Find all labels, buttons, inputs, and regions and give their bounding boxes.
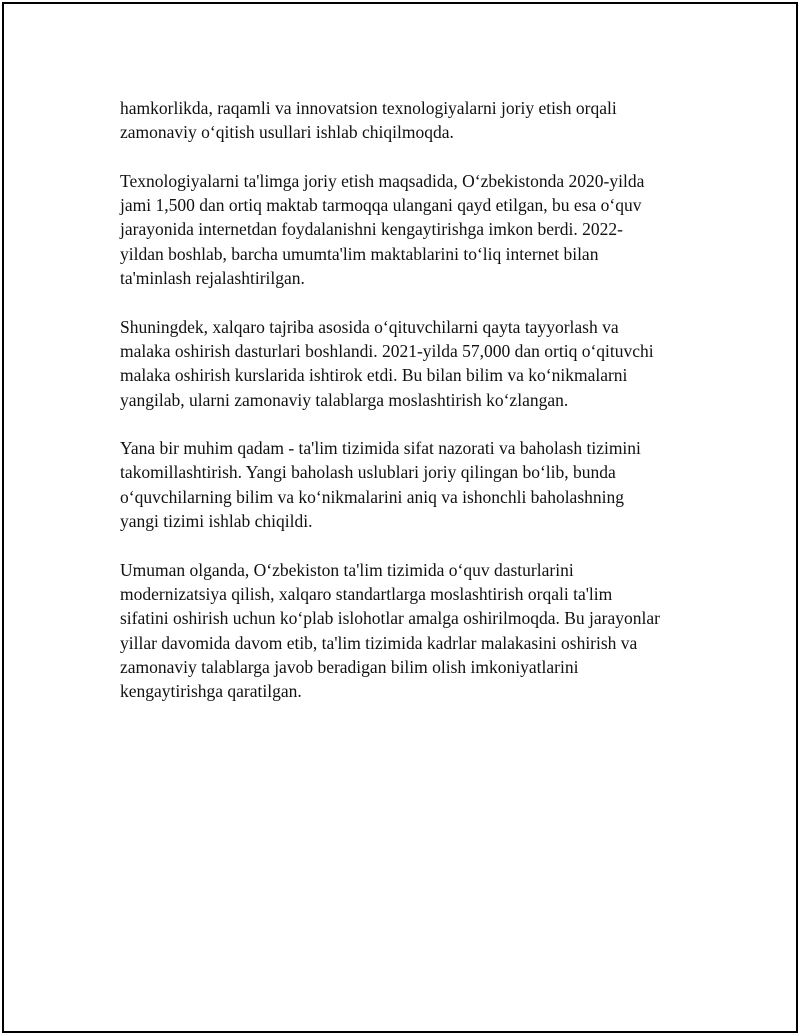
paragraph-2: Texnologiyalarni ta'limga joriy etish maqsadida, O‘zbekistonda 2020-yilda jami 1,500 dan ortiq maktab tarmoqqa ulangani qayd etilgan, bu esa o‘quv jarayonida internetdan foydalanishni kengaytirishga imkon berdi. 2022- yildan boshlab, barcha umumta'lim maktablarini to‘liq internet bilan ta'minlash rejalashtirilgan. <box>120 170 645 289</box>
document-body <box>120 96 680 728</box>
paragraph-4: Yana bir muhim qadam - ta'lim tizimida sifat nazorati va baholash tizimini takomillashtirish. Yangi baholash uslublari joriy qilingan bo‘lib, bunda o‘quvchilarning bilim va ko‘nikmalarini aniq va ishonchli baholashning yangi tizimi ishlab chiqildi. <box>120 438 641 532</box>
paragraph-3: Shuningdek, xalqaro tajriba asosida o‘qituvchilarni qayta tayyorlash va malaka oshirish dasturlari boshlandi. 2021-yilda 57,000 dan ortiq o‘qituvchi malaka oshirish kurslarida ishtirok etdi. Bu bilan bilim va ko‘nikmalarni yangilab, ularni zamonaviy talablarga moslashtirish ko‘zlangan. <box>120 316 654 410</box>
document-page <box>2 2 798 1033</box>
paragraph-5: Umuman olganda, O‘zbekiston ta'lim tizimida o‘quv dasturlarini modernizatsiya qilish, xalqaro standartlarga moslashtirish orqali ta'lim sifatini oshirish uchun ko‘plab islohotlar amalga oshirilmoqda. Bu jarayonlar yillar davomida davom etib, ta'lim tizimida kadrlar malakasini oshirish va zamonaviy talablarga javob beradigan bilim olish imkoniyatlarini kengaytirishga qaratilgan. <box>120 559 660 702</box>
paragraph-1: hamkorlikda, raqamli va innovatsion texnologiyalarni joriy etish orqali zamonaviy o‘qitish usullari ishlab chiqilmoqda. <box>120 98 617 143</box>
